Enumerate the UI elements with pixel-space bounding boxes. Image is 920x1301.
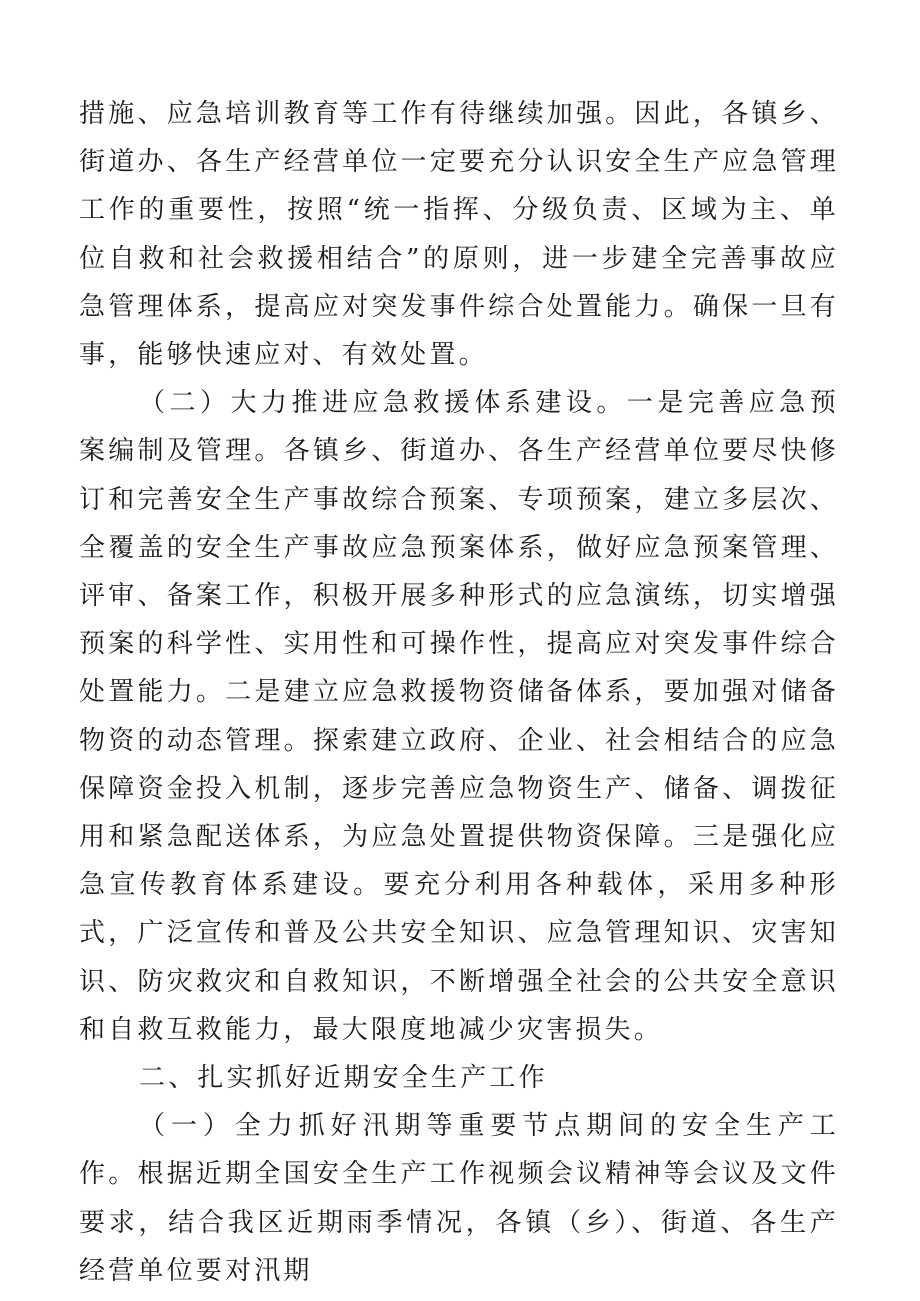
- paragraph-continuation: 措施、应急培训教育等工作有待继续加强。因此，各镇乡、街道办、各生产经营单位一定要充分认识安全生产应急管理工作的重要性，按照“统一指挥、分级负责、区域为主、单位自救和社会救援相结合”的原则，进一步建全完善事故应急管理体系，提高应对突发事件综合处置能力。确保一旦有事，能够快速应对、有效处置。: [79, 99, 839, 371]
- document-body: [79, 90, 839, 1295]
- paragraph-flood-season-safety: （一）全力抓好汛期等重要节点期间的安全生产工作。根据近期全国安全生产工作视频会议精神等会议及文件要求，结合我区近期雨季情况，各镇（乡）、街道、各生产经营单位要对汛期: [79, 1111, 839, 1286]
- paragraph-emergency-rescue-system: （二）大力推进应急救援体系建设。一是完善应急预案编制及管理。各镇乡、街道办、各生产经营单位要尽快修订和完善安全生产事故综合预案、专项预案，建立多层次、全覆盖的安全生产事故应急预案体系，做好应急预案管理、评审、备案工作，积极开展多种形式的应急演练，切实增强预案的科学性、实用性和可操作性，提高应对突发事件综合处置能力。二是建立应急救援物资储备体系，要加强对储备物资的动态管理。探索建立政府、企业、社会相结合的应急保障资金投入机制，逐步完善应急物资生产、储备、调拨征用和紧急配送体系，为应急处置提供物资保障。三是强化应急宣传教育体系建设。要充分利用各种载体，采用多种形式，广泛宣传和普及公共安全知识、应急管理知识、灾害知识、防灾救灾和自救知识，不断增强全社会的公共安全意识和自救互救能力，最大限度地减少灾害损失。: [79, 388, 839, 1045]
- section-heading-recent-safety-work: 二、扎实抓好近期安全生产工作: [139, 1063, 548, 1094]
